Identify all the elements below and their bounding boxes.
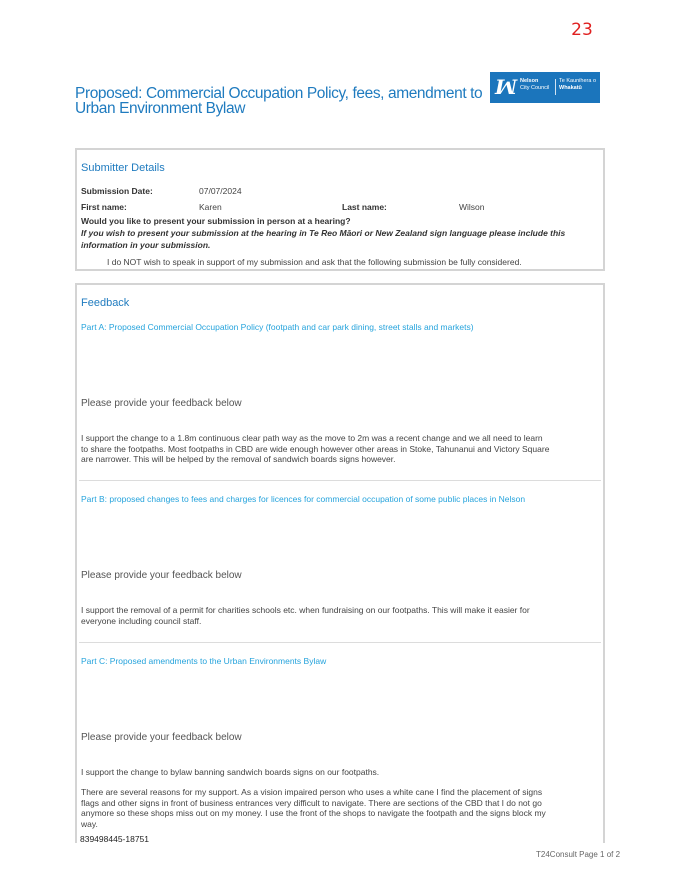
last-name-label: Last name:: [342, 202, 387, 212]
part-b-heading: Part B: proposed changes to fees and charges for licences for commercial occupation of some public places in Nelson: [81, 494, 526, 504]
logo-maori-name: Te Kaunihera o Whakatū: [559, 78, 596, 91]
part-divider: [79, 642, 601, 643]
part-a-answer: I support the change to a 1.8m continuous clear path way as the move to 2m was a recent change and we all need to learn to share the footpaths. Most footpaths in CBD are wide enough however other areas in Stoke, Tahunanui and Victory Square are narrower. This will be helped by the removal of sandwich boards signs however.: [81, 433, 550, 464]
submitter-details-panel: [75, 148, 605, 271]
hearing-answer: I do NOT wish to speak in support of my submission and ask that the following submission be fully considered.: [107, 257, 522, 267]
part-a-prompt: Please provide your feedback below: [81, 398, 242, 409]
submission-id: 839498445-18751: [80, 834, 150, 844]
page-footer: T24Consult Page 1 of 2: [536, 850, 621, 859]
part-b-answer: I support the removal of a permit for charities schools etc. when fundraising on our footpaths. This will make it easier for everyone including council staff.: [81, 605, 530, 626]
submitter-details-heading: Submitter Details: [81, 162, 165, 174]
part-c-heading: Part C: Proposed amendments to the Urban Environments Bylaw: [81, 656, 327, 666]
hearing-note: If you wish to present your submission at the hearing in Te Reo Māori or New Zealand sign language please include this information in your submission.: [81, 228, 566, 250]
part-c-answer: I support the change to bylaw banning sandwich boards signs on our footpaths.: [81, 767, 380, 777]
hearing-question: Would you like to present your submission in person at a hearing?: [81, 216, 351, 226]
first-name-label: First name:: [81, 202, 127, 212]
feedback-heading: Feedback: [81, 297, 130, 309]
part-c-answer-continued: There are several reasons for my support. As a vision impaired person who uses a white cane I find the placement of signs flags and other signs in front of business entrances very difficult to navigate. There are sections of the CBD that I do not go anymore so these shops miss out on my money. I use the front of the shops to navigate the footpath and the signs block my way.: [81, 787, 546, 829]
council-logo-mark-icon: ꟽ: [495, 75, 515, 99]
document-title: Proposed: Commercial Occupation Policy, fees, amendment to Urban Environment Bylaw: [75, 85, 483, 117]
last-name-value: Wilson: [459, 202, 485, 212]
council-logo: [490, 72, 600, 103]
first-name-value: Karen: [199, 202, 222, 212]
submission-date-label: Submission Date:: [81, 186, 153, 196]
submission-date-value: 07/07/2024: [199, 186, 242, 196]
page-number: 23: [571, 20, 593, 40]
logo-divider: [555, 79, 556, 95]
logo-name: Nelson City Council: [520, 78, 550, 91]
part-divider: [79, 480, 601, 481]
part-b-prompt: Please provide your feedback below: [81, 570, 242, 581]
part-c-prompt: Please provide your feedback below: [81, 732, 242, 743]
part-a-heading: Part A: Proposed Commercial Occupation Policy (footpath and car park dining, street stalls and markets): [81, 322, 474, 332]
feedback-panel: [75, 283, 605, 843]
